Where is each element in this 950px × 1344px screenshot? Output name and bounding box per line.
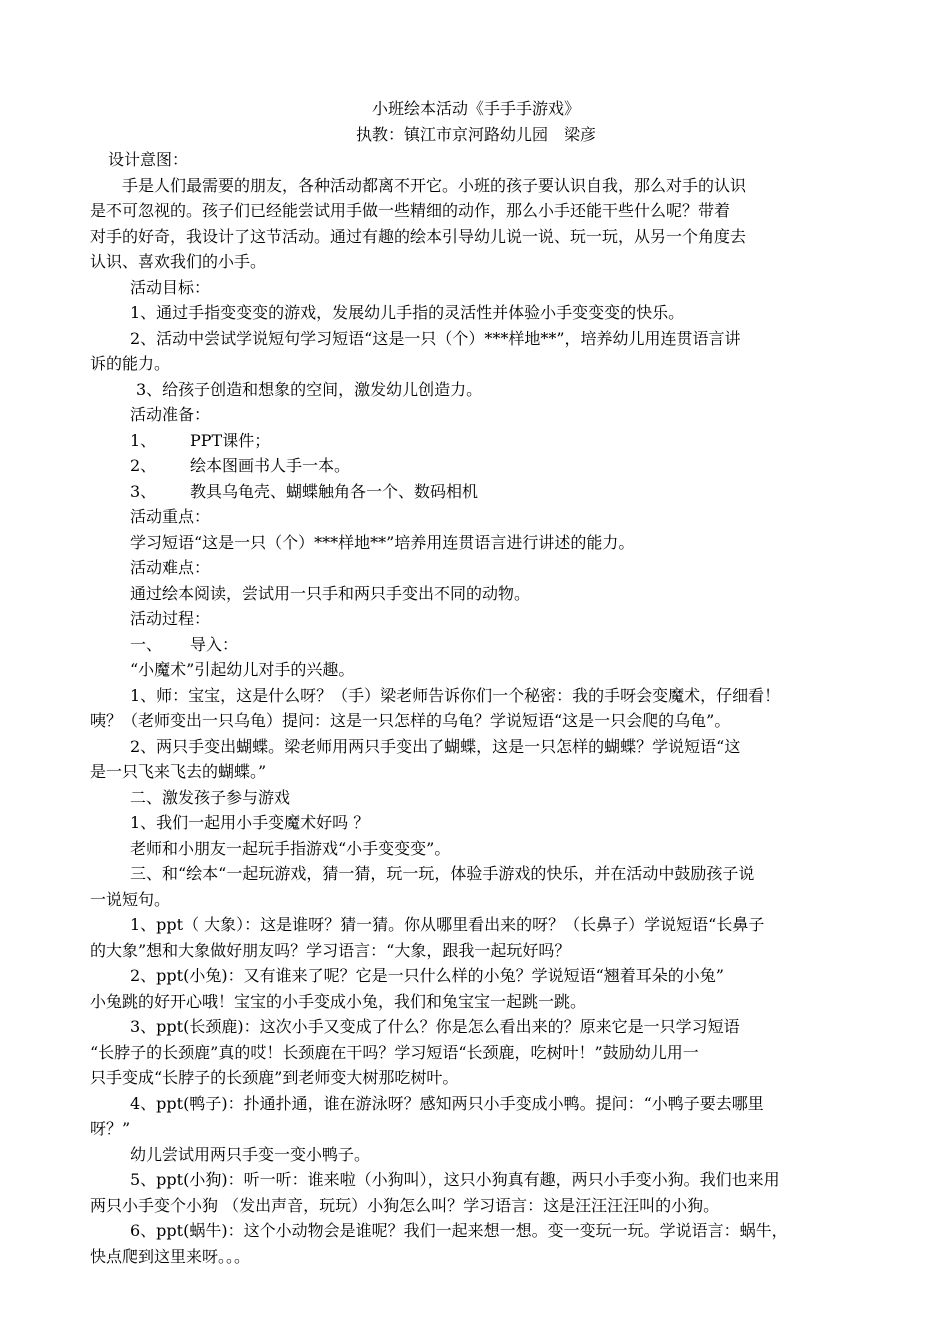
process-section-heading: 三、和“绘本“一起玩游戏，猜一猜，玩一玩，体验手游戏的快乐，并在活动中鼓励孩子说	[130, 864, 755, 883]
process-line: 1、我们一起用小手变魔术好吗 ？	[130, 813, 370, 832]
goal-item-continuation: 诉的能力。	[90, 354, 171, 373]
process-step-text: 导入：	[190, 634, 239, 654]
process-line: 2、两只手变出蝴蝶。梁老师用两只手变出了蝴蝶，这是一只怎样的蝴蝶？学说短语“这	[130, 736, 741, 756]
prep-item-text: 绘本图画书人手一本。	[190, 456, 351, 475]
process-line: 快点爬到这里来呀。。。	[90, 1246, 251, 1266]
process-line: 只手变成“长脖子的长颈鹿”到老师变大树那吃树叶。	[90, 1068, 459, 1087]
process-line: 1、ppt（ 大象）：这是谁呀？猜一猜。你从哪里看出来的呀？（长鼻子）学说短语“长鼻子	[130, 915, 765, 934]
process-step-heading	[90, 632, 862, 658]
key-text: 学习短语“这是一只（个）***样地**”培养用连贯语言进行讲述的能力。	[130, 532, 635, 552]
design-paragraph-line: 是不可忽视的。孩子们已经能尝试用手做一些精细的动作，那么小手还能干些什么呢？带着	[90, 201, 731, 220]
goal-item: 2、活动中尝试学说短句学习短语“这是一只（个）***样地**”，培养幼儿用连贯语言讲	[130, 328, 741, 348]
process-line: 小兔跳的好开心哦！宝宝的小手变成小兔，我们和兔宝宝一起跳一跳。	[90, 991, 587, 1011]
prep-item-text: 教具乌龟壳、蝴蝶触角各一个、数码相机	[190, 481, 479, 501]
process-line: 一说短句。	[90, 889, 171, 909]
process-line: 咦？（老师变出一只乌龟）提问：这是一只怎样的乌龟？学说短语“这是一只会爬的乌龟”。	[90, 711, 731, 730]
process-line: 两只小手变个小狗 （发出声音，玩玩）小狗怎么叫？学习语言：这是汪汪汪汪叫的小狗。	[90, 1195, 720, 1215]
process-line: 5、ppt(小狗)：听一听：谁来啦（小狗叫），这只小狗真有趣，两只小手变小狗。我们也来用	[130, 1170, 780, 1189]
process-step-number: 一、	[130, 634, 163, 654]
author-line: 执教：镇江市京河路幼儿园 梁彦	[355, 124, 596, 144]
process-line: 6、ppt(蜗牛)：这个小动物会是谁呢？我们一起来想一想。变一变玩一玩。学说语言：蜗牛，	[130, 1221, 788, 1240]
key-heading: 活动重点：	[130, 507, 211, 526]
goal-item: 1、通过手指变变变的游戏，发展幼儿手指的灵活性并体验小手变变变的快乐。	[130, 303, 685, 322]
process-line: “小魔术”引起幼儿对手的兴趣。	[130, 660, 355, 679]
process-line: “长脖子的长颈鹿”真的哎！长颈鹿在干吗？学习短语“长颈鹿，吃树叶！”鼓励幼儿用一	[90, 1042, 699, 1062]
process-section-heading: 二、激发孩子参与游戏	[130, 787, 291, 807]
process-line: 幼儿尝试用两只手变一变小鸭子。	[130, 1144, 371, 1164]
document-page	[90, 96, 862, 1269]
prep-item	[90, 479, 862, 505]
design-heading: 设计意图：	[108, 150, 189, 169]
design-paragraph-line: 手是人们最需要的朋友，各种活动都离不开它。小班的孩子要认识自我，那么对手的认识	[122, 175, 747, 195]
process-line: 老师和小朋友一起玩手指游戏“小手变变变”。	[130, 838, 451, 858]
process-line: 2、ppt(小兔)：又有谁来了呢？它是一只什么样的小兔？学说短语“翘着耳朵的小兔”	[130, 966, 724, 985]
process-line: 1、师：宝宝，这是什么呀？（手）梁老师告诉你们一个秘密：我的手呀会变魔术，仔细看！	[130, 685, 781, 705]
prep-item	[90, 453, 862, 479]
process-line: 的大象”想和大象做好朋友吗？学习语言：“大象，跟我一起玩好吗？	[90, 940, 571, 960]
design-paragraph-line: 认识、喜欢我们的小手。	[90, 252, 267, 271]
goals-heading: 活动目标：	[130, 277, 211, 297]
prep-item	[90, 428, 862, 454]
process-line: 是一只飞来飞去的蝴蝶。”	[90, 762, 267, 781]
difficulty-heading: 活动难点：	[130, 558, 211, 577]
prep-item-number: 2、	[130, 456, 157, 475]
process-line: 呀？”	[90, 1119, 131, 1138]
process-line: 3、ppt(长颈鹿)：这次小手又变成了什么？你是怎么看出来的？原来它是一只学习短语	[130, 1017, 740, 1036]
document-title: 小班绘本活动《手手手游戏》	[371, 99, 580, 118]
process-line: 4、ppt(鸭子)：扑通扑通，谁在游泳呀？感知两只小手变成小鸭。提问：“小鸭子要去哪里	[130, 1093, 764, 1113]
prep-item-number: 1、	[130, 430, 157, 450]
design-paragraph-line: 对手的好奇，我设计了这节活动。通过有趣的绘本引导幼儿说一说、玩一玩，从另一个角度去	[90, 226, 747, 246]
process-heading: 活动过程：	[130, 609, 211, 628]
difficulty-text: 通过绘本阅读，尝试用一只手和两只手变出不同的动物。	[130, 583, 531, 603]
prep-item-text: PPT课件；	[190, 430, 271, 450]
goal-item: 3、给孩子创造和想象的空间，激发幼儿创造力。	[136, 379, 483, 399]
prep-heading: 活动准备：	[130, 405, 211, 424]
prep-item-number: 3、	[130, 481, 157, 501]
